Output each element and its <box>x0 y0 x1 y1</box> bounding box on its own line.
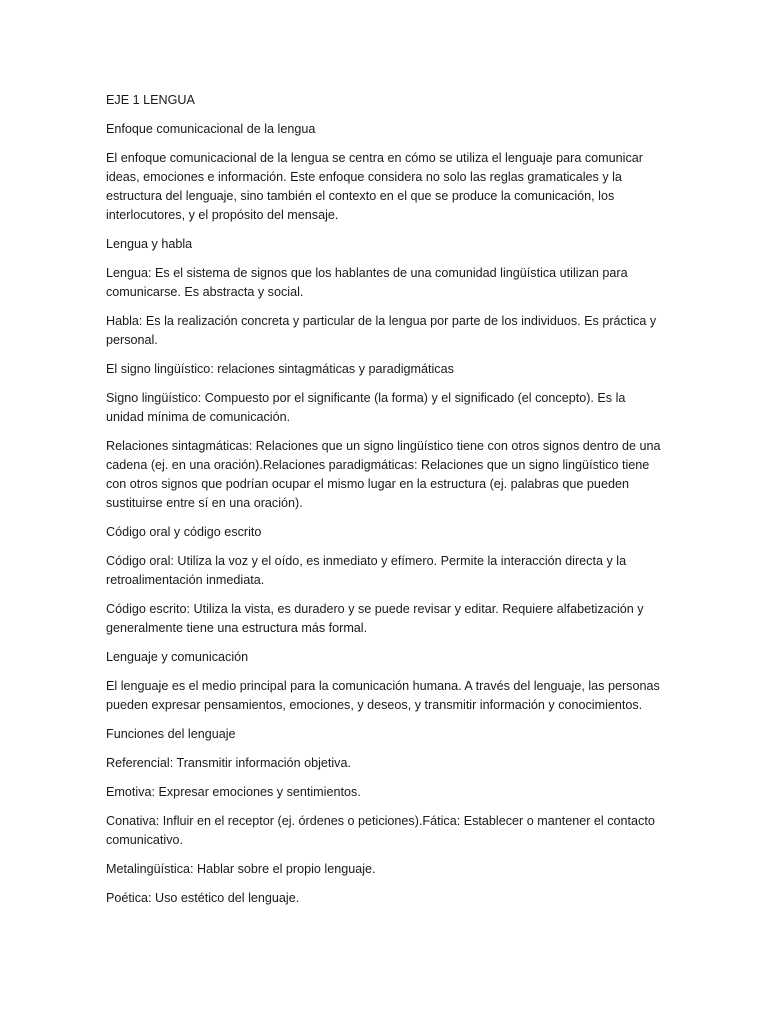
document-title: EJE 1 LENGUA <box>106 93 195 107</box>
paragraph-enfoque: El enfoque comunicacional de la lengua se centra en cómo se utiliza el lenguaje para comunicar ideas, emociones e información. Este enfoque considera no solo las reglas gramaticales y la estructura del lenguaje, sino también el contexto en el que se produce la comunicación, los interlocutores, y el propósito del mensaje. <box>106 151 643 222</box>
paragraph-codigo-oral: Código oral: Utiliza la voz y el oído, es inmediato y efímero. Permite la interacción directa y la retroalimentación inmediata. <box>106 554 627 587</box>
section-heading-enfoque: Enfoque comunicacional de la lengua <box>106 122 316 136</box>
paragraph-poetica: Poética: Uso estético del lenguaje. <box>106 891 300 905</box>
section-heading-funciones: Funciones del lenguaje <box>106 727 236 741</box>
paragraph-codigo-escrito: Código escrito: Utiliza la vista, es duradero y se puede revisar y editar. Requiere alfabetización y generalmente tiene una estructura más formal. <box>106 602 644 635</box>
paragraph-metalinguistica: Metalingüística: Hablar sobre el propio lenguaje. <box>106 862 376 876</box>
paragraph-referencial: Referencial: Transmitir información objetiva. <box>106 756 351 770</box>
section-heading-lenguaje-comunicacion: Lenguaje y comunicación <box>106 650 249 664</box>
paragraph-signo: Signo lingüístico: Compuesto por el significante (la forma) y el significado (el concepto). Es la unidad mínima de comunicación. <box>106 391 626 424</box>
document-page <box>106 91 662 918</box>
paragraph-relaciones: Relaciones sintagmáticas: Relaciones que un signo lingüístico tiene con otros signos dentro de una cadena (ej. en una oración).Relaciones paradigmáticas: Relaciones que un signo lingüístico tiene con otros signos que podrían ocupar el mismo lugar en la estructura (ej. palabras que pueden sustituirse entre sí en una oración). <box>106 439 661 510</box>
section-heading-lengua-habla: Lengua y habla <box>106 237 193 251</box>
paragraph-conativa: Conativa: Influir en el receptor (ej. órdenes o peticiones).Fática: Establecer o mantener el contacto comunicativo. <box>106 814 655 847</box>
paragraph-lenguaje-comunicacion: El lenguaje es el medio principal para la comunicación humana. A través del lenguaje, las personas pueden expresar pensamientos, emociones, y deseos, y transmitir información y conocimientos. <box>106 679 660 712</box>
paragraph-habla: Habla: Es la realización concreta y particular de la lengua por parte de los individuos. Es práctica y personal. <box>106 314 657 347</box>
paragraph-lengua: Lengua: Es el sistema de signos que los hablantes de una comunidad lingüística utilizan para comunicarse. Es abstracta y social. <box>106 266 628 299</box>
paragraph-emotiva: Emotiva: Expresar emociones y sentimientos. <box>106 785 361 799</box>
section-heading-signo: El signo lingüístico: relaciones sintagmáticas y paradigmáticas <box>106 362 454 376</box>
section-heading-codigo: Código oral y código escrito <box>106 525 262 539</box>
